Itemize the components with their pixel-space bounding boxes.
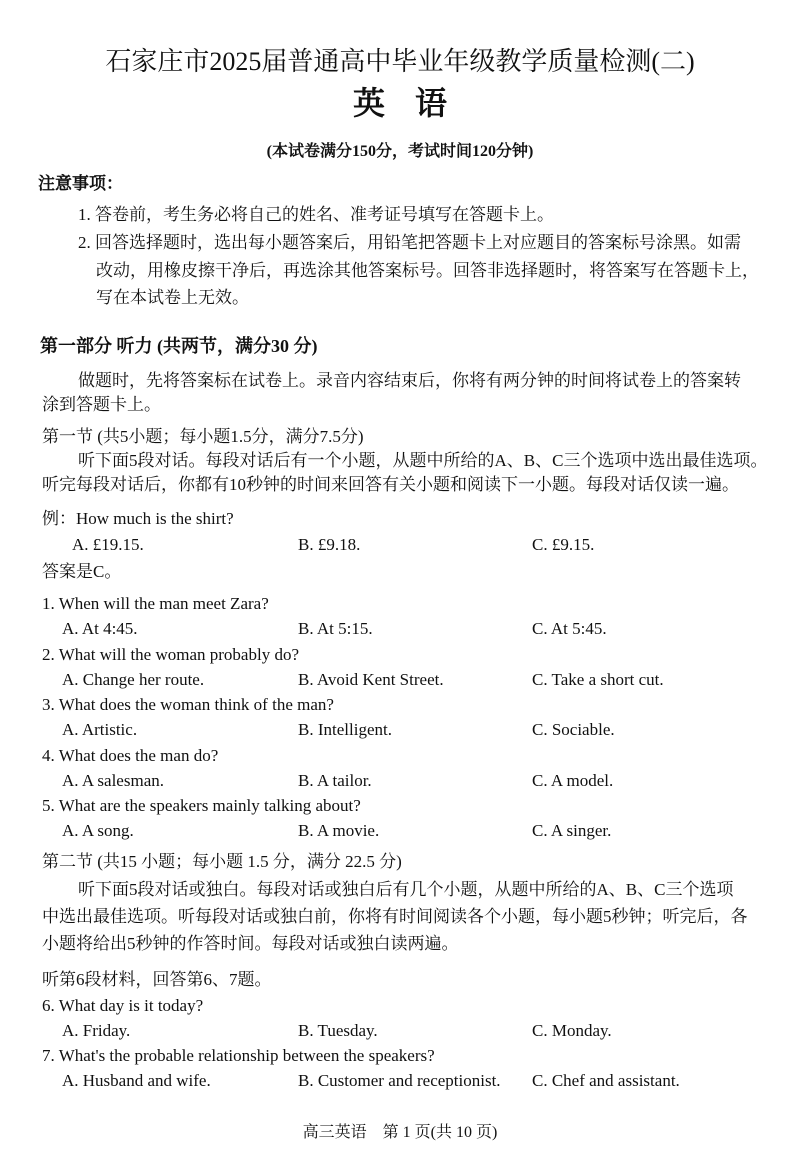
option-a: A. A song. [62, 821, 134, 840]
part1-intro: 涂到答题卡上。 [42, 395, 161, 414]
exam-note: (本试卷满分150分，考试时间120分钟) [266, 143, 534, 160]
option-b: B. Avoid Kent Street. [298, 669, 444, 689]
option-c: C. Take a short cut. [532, 669, 664, 689]
option-a: A. Friday. [62, 1021, 131, 1040]
material-instruction: 听第6段材料，回答第6、7题。 [42, 970, 272, 989]
option-a: A. At 4:45. [62, 619, 138, 638]
question: 1. When will the man meet Zara? [42, 594, 269, 613]
notice-line: 2. 回答选择题时，选出每小题答案后，用铅笔把答题卡上对应题目的答案标号涂黑。如需 [78, 233, 741, 252]
notice-line: 写在本试卷上无效。 [96, 288, 249, 307]
section1-heading: 第一节 (共5小题；每小题1.5分，满分7.5分) [42, 427, 364, 446]
option-c: C. A singer. [532, 821, 612, 840]
section2-intro: 听下面5段对话或独白。每段对话或独白后有几个小题，从题中所给的A、B、C三个选项 [78, 880, 734, 899]
option-c: C. Sociable. [532, 720, 615, 739]
option-b: B. A movie. [298, 821, 380, 840]
option-b: B. A tailor. [298, 770, 372, 790]
section1-intro: 听下面5段对话。每段对话后有一个小题，从题中所给的A、B、C三个选项中选出最佳选项。 [78, 451, 768, 470]
section1-intro: 听完每段对话后，你都有10秒钟的时间来回答有关小题和阅读下一小题。每段对话仅读一遍。 [42, 475, 739, 494]
option-c: C. Chef and assistant. [532, 1071, 680, 1090]
subject-title: 英语 [352, 85, 477, 121]
section2-intro: 中选出最佳选项。听每段对话或独白前，你将有时间阅读各个小题，每小题5秒钟；听完后，各 [42, 907, 748, 926]
section2-intro: 小题将给出5秒钟的作答时间。每段对话或独白读两遍。 [42, 934, 459, 953]
option-a: A. Change her route. [62, 669, 205, 689]
example-question: 例：How much is the shirt? [42, 509, 234, 528]
option-c: C. A model. [532, 770, 614, 790]
option-b: B. Tuesday. [298, 1021, 378, 1040]
notice-heading: 注意事项： [38, 174, 123, 193]
section2-heading: 第二节 (共15 小题；每小题 1.5 分，满分 22.5 分) [42, 852, 402, 871]
question: 7. What's the probable relationship between the speakers? [42, 1046, 435, 1065]
exam-title: 石家庄市2025届普通高中毕业年级教学质量检测(二) [105, 47, 695, 76]
question: 6. What day is it today? [42, 996, 204, 1015]
option-c: C. At 5:45. [532, 619, 607, 638]
option-b: B. £9.18. [298, 535, 361, 554]
option-a: A. £19.15. [72, 535, 144, 554]
question: 2. What will the woman probably do? [42, 644, 299, 664]
page-footer: 高三英语 第 1 页(共 10 页) [302, 1124, 498, 1141]
question: 4. What does the man do? [42, 745, 219, 765]
notice-line: 改动，用橡皮擦干净后，再选涂其他答案标号。回答非选择题时，将答案写在答题卡上， [96, 261, 759, 280]
part1-heading: 第一部分 听力 (共两节，满分30 分) [40, 336, 318, 356]
notice-line: 1. 答卷前，考生务必将自己的姓名、准考证号填写在答题卡上。 [78, 205, 554, 224]
option-a: A. Husband and wife. [62, 1071, 211, 1090]
option-b: B. Intelligent. [298, 720, 392, 739]
option-b: B. At 5:15. [298, 619, 373, 638]
option-b: B. Customer and receptionist. [298, 1071, 501, 1090]
part1-intro: 做题时，先将答案标在试卷上。录音内容结束后，你将有两分钟的时间将试卷上的答案转 [78, 371, 741, 390]
example-answer: 答案是C。 [42, 562, 122, 581]
option-a: A. A salesman. [62, 770, 164, 790]
option-c: C. £9.15. [532, 535, 595, 554]
option-c: C. Monday. [532, 1021, 612, 1040]
option-a: A. Artistic. [62, 720, 138, 739]
question: 5. What are the speakers mainly talking about? [42, 796, 361, 815]
question: 3. What does the woman think of the man? [42, 695, 334, 714]
